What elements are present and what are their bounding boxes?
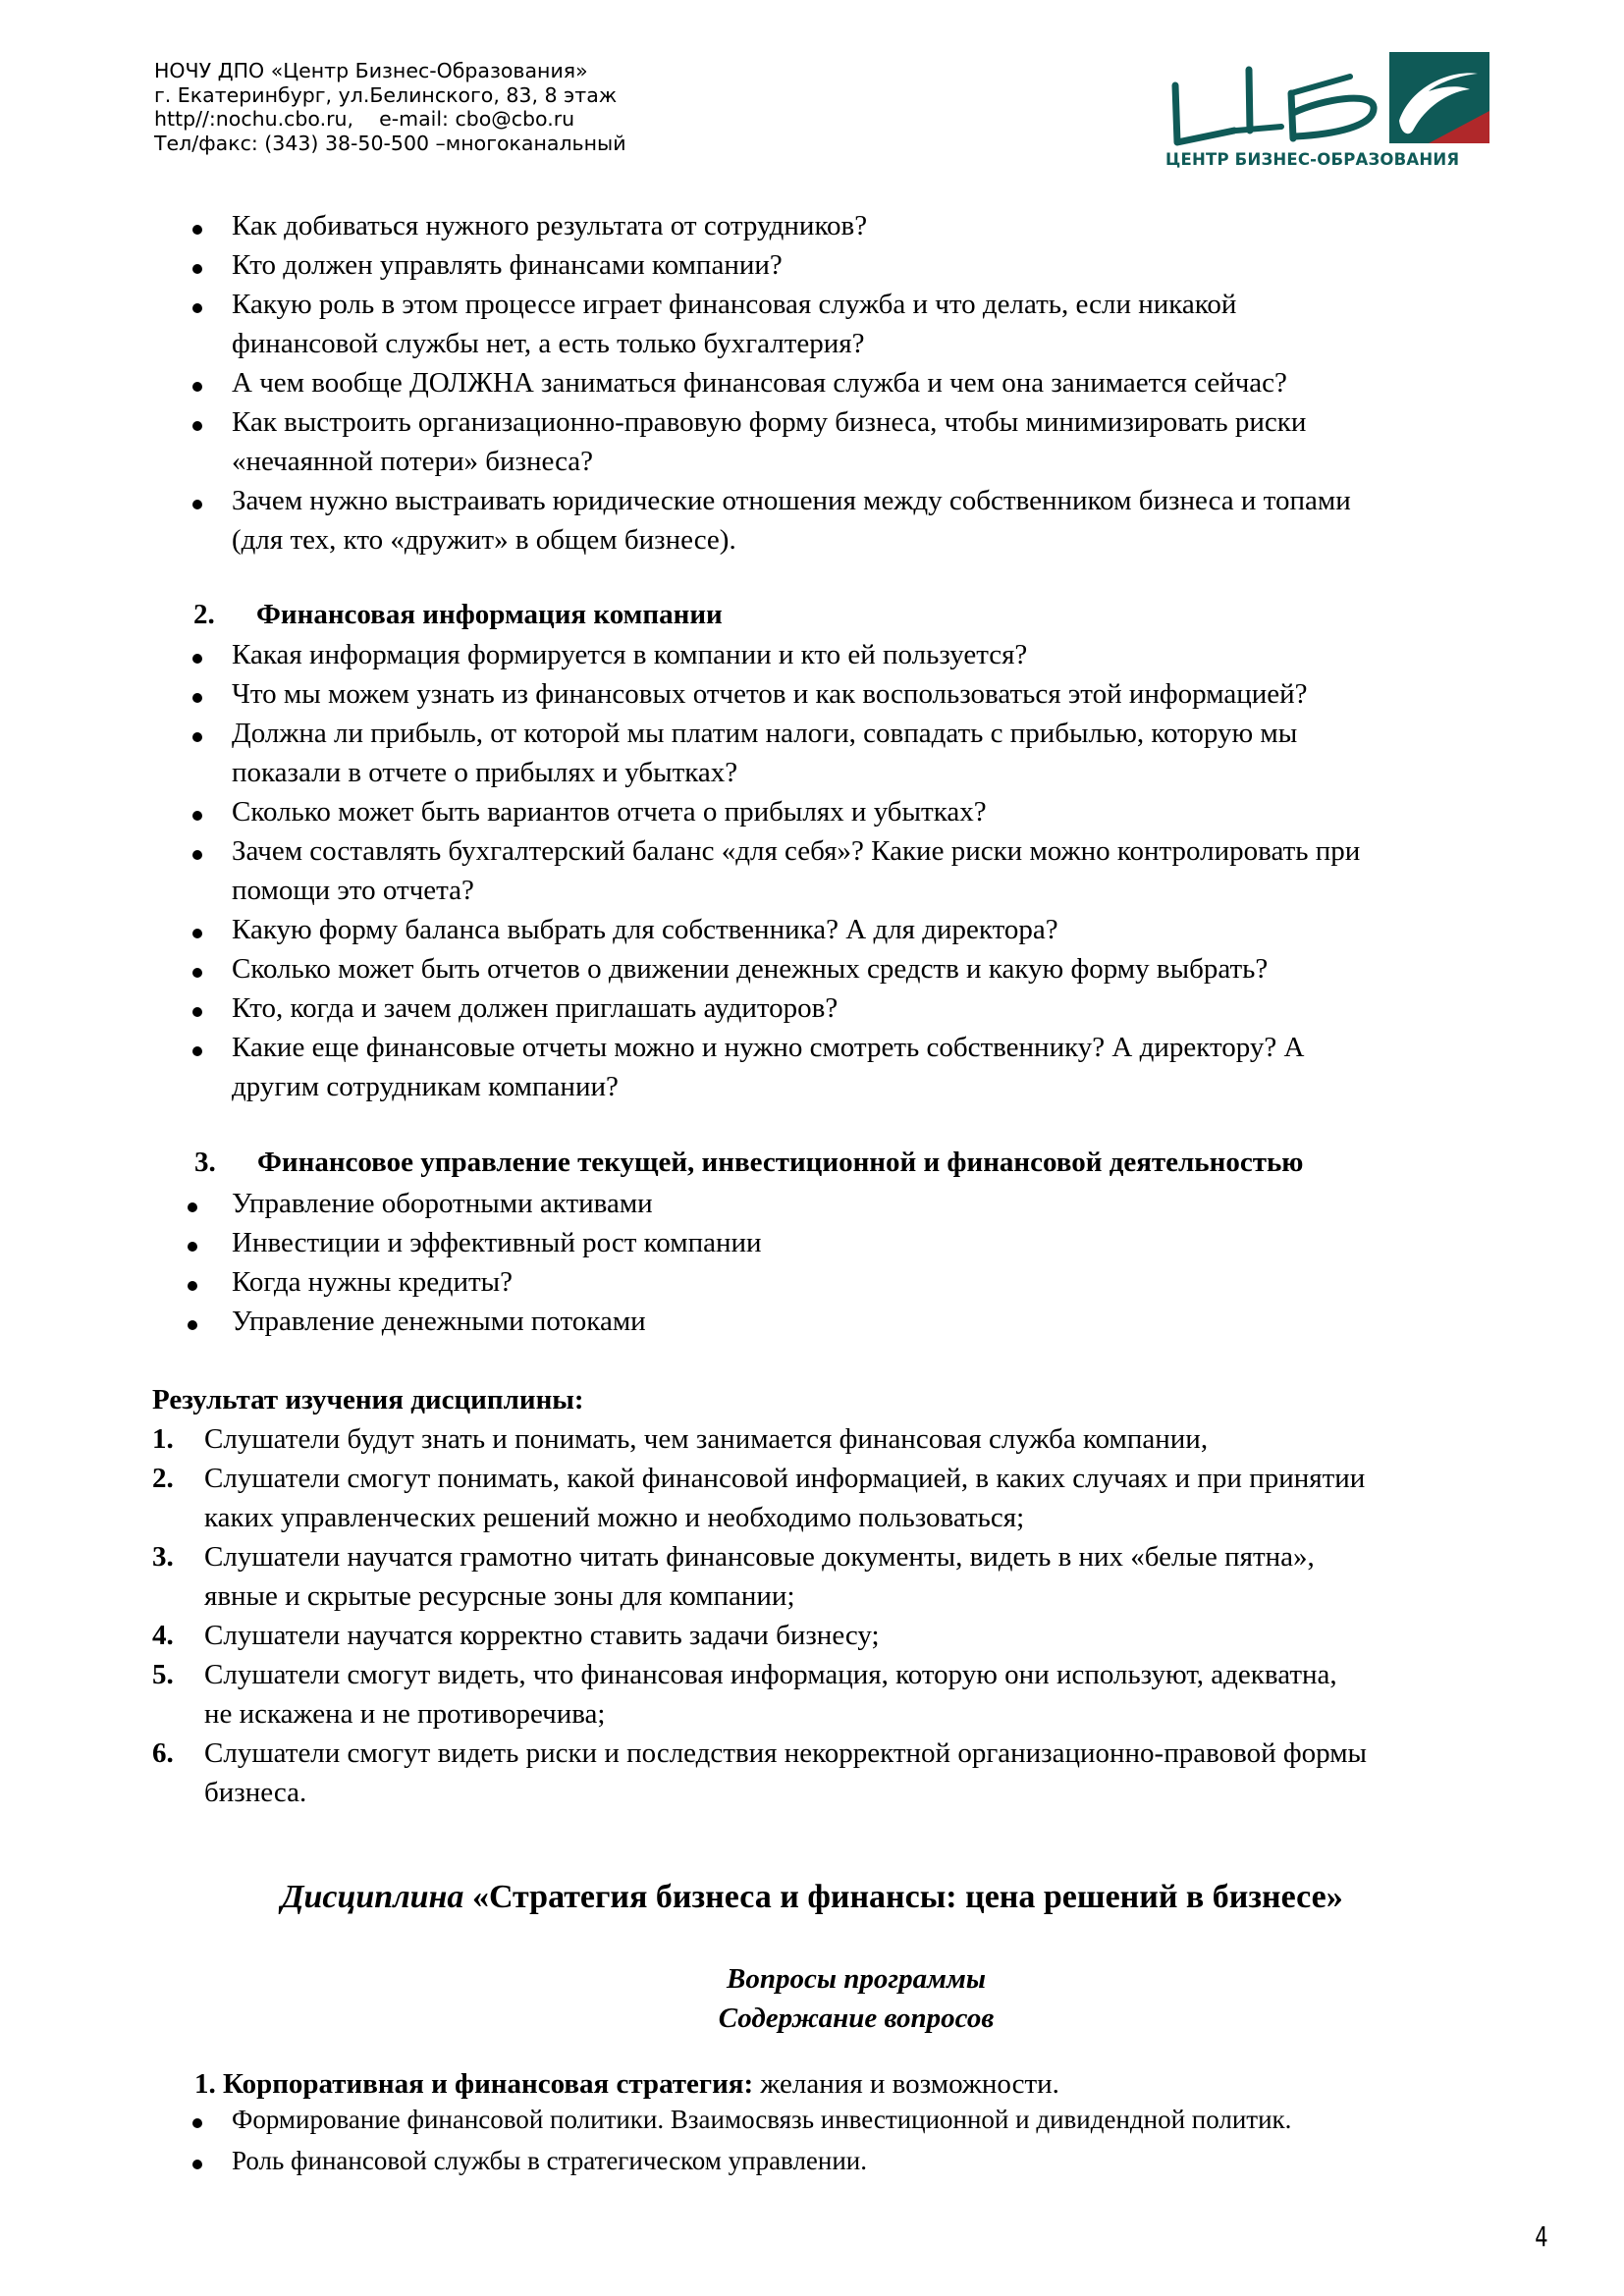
list-item: Должна ли прибыль, от которой мы платим налоги, совпадать с прибылью, которую мы — [232, 718, 1298, 749]
result-number: 6. — [152, 1737, 174, 1769]
page-number: 4 — [1535, 2220, 1548, 2253]
section-2-number: 2. — [193, 599, 215, 630]
list-item: А чем вообще ДОЛЖНА заниматься финансовая служба и чем она занимается сейчас? — [232, 367, 1287, 399]
org-address: г. Екатеринбург, ул.Белинского, 83, 8 этаж — [154, 82, 618, 107]
org-name: НОЧУ ДПО «Центр Бизнес-Образования» — [154, 59, 588, 82]
list-item: Что мы можем узнать из финансовых отчетов и как воспользоваться этой информацией? — [232, 678, 1308, 710]
section-3-number: 3. — [194, 1147, 216, 1178]
bullet-icon — [188, 1242, 197, 1252]
list-item: Какие еще финансовые отчеты можно и нужно смотреть собственнику? А директору? А — [232, 1032, 1305, 1063]
organization-contact-block — [154, 59, 626, 155]
results-title: Результат изучения дисциплины: — [152, 1384, 584, 1415]
list-item-continuation: помощи это отчета? — [232, 875, 474, 906]
result-item: Слушатели научатся грамотно читать финансовые документы, видеть в них «белые пятна», — [204, 1541, 1315, 1573]
bullet-icon — [192, 654, 202, 664]
logo-text: ЦЕНТР БИЗНЕС-ОБРАЗОВАНИЯ — [1165, 150, 1460, 169]
list-item: Какая информация формируется в компании и кто ей пользуется? — [232, 639, 1028, 670]
org-web-email: http//:nochu.cbo.ru, e-mail: cbo@cbo.ru — [154, 107, 575, 131]
discipline-label: Дисциплина — [281, 1879, 464, 1915]
list-item: Какую форму баланса выбрать для собственника? А для директора? — [232, 914, 1058, 945]
result-number: 1. — [152, 1423, 174, 1455]
list-item: Кто должен управлять финансами компании? — [232, 249, 783, 281]
result-item: Слушатели будут знать и понимать, чем занимается финансовая служба компании, — [204, 1423, 1209, 1455]
bullet-icon — [192, 382, 202, 392]
list-item: Какую роль в этом процессе играет финансовая служба и что делать, если никакой — [232, 289, 1237, 320]
list-item: Роль финансовой службы в стратегическом управлении. — [232, 2146, 867, 2175]
list-item: Зачем составлять бухгалтерский баланс «для себя»? Какие риски можно контролировать при — [232, 835, 1361, 867]
list-item: Инвестиции и эффективный рост компании — [232, 1227, 762, 1258]
topic-1-heading — [194, 2068, 1059, 2100]
list-item: Когда нужны кредиты? — [232, 1266, 514, 1298]
list-item: Управление оборотными активами — [232, 1188, 653, 1219]
list-item: Формирование финансовой политики. Взаимосвязь инвестиционной и дивидендной политик. — [232, 2105, 1292, 2134]
bullet-icon — [192, 732, 202, 742]
bullet-icon — [192, 500, 202, 509]
section-2-title: Финансовая информация компании — [256, 599, 723, 630]
result-item: Слушатели смогут понимать, какой финансовой информацией, в каких случаях и при принятии — [204, 1463, 1366, 1494]
result-item: Слушатели смогут видеть, что финансовая информация, которую они используют, адекватна, — [204, 1659, 1337, 1690]
section-3-title: Финансовое управление текущей, инвестиционной и финансовой деятельностью — [257, 1147, 1304, 1178]
logo-mark-icon — [1165, 52, 1499, 150]
bullet-icon — [192, 421, 202, 431]
result-number: 4. — [152, 1620, 174, 1651]
discipline-name: «Стратегия бизнеса и финансы: цена решений в бизнесе» — [471, 1879, 1343, 1915]
bullet-icon — [192, 303, 202, 313]
bullet-icon — [192, 2160, 202, 2169]
result-item: Слушатели научатся корректно ставить задачи бизнесу; — [204, 1620, 880, 1651]
list-item: Кто, когда и зачем должен приглашать аудиторов? — [232, 992, 839, 1024]
list-item: Сколько может быть вариантов отчета о прибылях и убытках? — [232, 796, 987, 828]
list-item: Сколько может быть отчетов о движении денежных средств и какую форму выбрать? — [232, 953, 1269, 985]
result-number: 2. — [152, 1463, 174, 1494]
result-item-continuation: каких управленческих решений можно и необходимо пользоваться; — [204, 1502, 1025, 1533]
result-item-continuation: бизнеса. — [204, 1777, 307, 1808]
list-item-continuation: другим сотрудникам компании? — [232, 1071, 619, 1102]
result-number: 3. — [152, 1541, 174, 1573]
bullet-icon — [192, 929, 202, 938]
bullet-icon — [192, 850, 202, 860]
result-item-continuation: не искажена и не противоречива; — [204, 1698, 606, 1730]
list-item: Зачем нужно выстраивать юридические отношения между собственником бизнеса и топами — [232, 485, 1351, 516]
bullet-icon — [192, 968, 202, 978]
topic-1-title: 1. Корпоративная и финансовая стратегия: — [194, 2068, 754, 2100]
program-questions-subtitle: Вопросы программы — [727, 1963, 986, 1995]
question-contents-subtitle: Содержание вопросов — [718, 2002, 995, 2034]
bullet-icon — [192, 1007, 202, 1017]
bullet-icon — [192, 1046, 202, 1056]
list-item-continuation: финансовой службы нет, а есть только бухгалтерия? — [232, 328, 865, 359]
bullet-icon — [192, 811, 202, 821]
bullet-icon — [192, 225, 202, 235]
list-item-continuation: показали в отчете о прибылях и убытках? — [232, 757, 738, 788]
list-item-continuation: (для тех, кто «дружит» в общем бизнесе). — [232, 524, 736, 556]
result-number: 5. — [152, 1659, 174, 1690]
topic-1-subtitle: желания и возможности. — [753, 2068, 1059, 2100]
list-item: Управление денежными потоками — [232, 1306, 646, 1337]
discipline-heading — [0, 1878, 1624, 1917]
list-item: Как выстроить организационно-правовую форму бизнеса, чтобы минимизировать риски — [232, 406, 1307, 438]
list-item-continuation: «нечаянной потери» бизнеса? — [232, 446, 594, 477]
bullet-icon — [188, 1202, 197, 1212]
result-item-continuation: явные и скрытые ресурсные зоны для компании; — [204, 1580, 795, 1612]
list-item: Как добиваться нужного результата от сотрудников? — [232, 210, 868, 241]
bullet-icon — [192, 264, 202, 274]
bullet-icon — [188, 1281, 197, 1291]
bullet-icon — [192, 2118, 202, 2128]
bullet-icon — [188, 1320, 197, 1330]
cbo-logo — [1165, 52, 1499, 178]
org-phone: Тел/факс: (343) 38-50-500 –многоканальный — [154, 131, 626, 155]
result-item: Слушатели смогут видеть риски и последствия некорректной организационно-правовой формы — [204, 1737, 1368, 1769]
bullet-icon — [192, 693, 202, 703]
